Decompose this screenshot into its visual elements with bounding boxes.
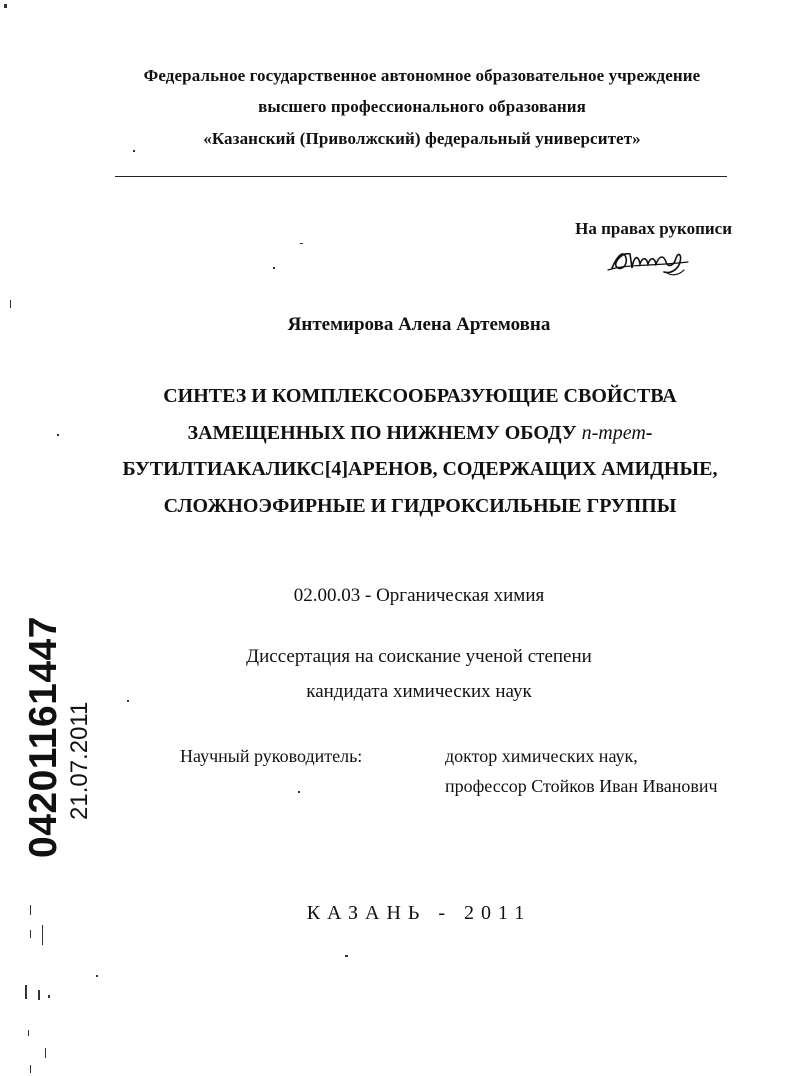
header-divider — [115, 176, 727, 177]
scan-speck — [57, 434, 59, 436]
scan-speck — [345, 955, 348, 957]
scan-speck — [96, 975, 98, 977]
dissertation-degree-line-1: Диссертация на соискание ученой степени — [246, 646, 592, 667]
scan-speck — [30, 930, 31, 938]
scan-speck — [25, 985, 27, 999]
scan-speck — [273, 267, 275, 269]
supervisor-name: профессор Стойков Иван Иванович — [445, 776, 718, 796]
city-year: КАЗАНЬ - 2011 — [306, 902, 532, 924]
title-part-1: СИНТЕЗ И КОМПЛЕКСООБРАЗУЮЩИЕ СВОЙСТВА ЗАМЕЩЕННЫХ ПО НИЖНЕМУ ОБОДУ — [163, 385, 677, 444]
library-stamp-code: 04201161447 — [22, 616, 65, 858]
title-part-italic: п-трет — [581, 421, 646, 444]
institution-line-1: Федеральное государственное автономное образовательное учреждение — [143, 66, 701, 85]
supervisor-degree: доктор химических наук, — [445, 746, 638, 766]
dissertation-title — [100, 378, 740, 524]
supervisor-label: Научный руководитель: — [180, 746, 363, 766]
scan-speck — [28, 1030, 29, 1036]
scan-speck — [298, 791, 300, 793]
scan-speck — [42, 925, 43, 945]
scan-speck — [45, 1048, 46, 1058]
scan-speck — [133, 150, 135, 152]
author-name: Янтемирова Алена Артемовна — [287, 314, 551, 335]
institution-line-2: высшего профессионального образования — [258, 97, 586, 116]
signature-icon — [606, 244, 690, 278]
scan-speck — [30, 905, 31, 915]
scan-speck — [48, 995, 50, 998]
scan-speck — [10, 300, 11, 308]
title-part-2: -БУТИЛТИАКАЛИКС[4]АРЕНОВ, СОДЕРЖАЩИХ АМИДНЫЕ, СЛОЖНОЭФИРНЫЕ И ГИДРОКСИЛЬНЫЕ ГРУППЫ — [122, 421, 718, 517]
specialty-code: 02.00.03 - Органическая химия — [293, 585, 545, 606]
rights-notice: На правах рукописи — [575, 219, 732, 238]
scan-speck — [4, 4, 7, 8]
scan-speck — [30, 1065, 31, 1073]
scan-speck — [38, 990, 40, 1000]
scan-speck — [127, 700, 129, 702]
library-stamp-date: 21.07.2011 — [66, 701, 93, 820]
institution-line-3: «Казанский (Приволжский) федеральный университет» — [203, 129, 641, 148]
dissertation-degree-line-2: кандидата химических наук — [306, 681, 532, 702]
scan-speck — [300, 243, 303, 244]
